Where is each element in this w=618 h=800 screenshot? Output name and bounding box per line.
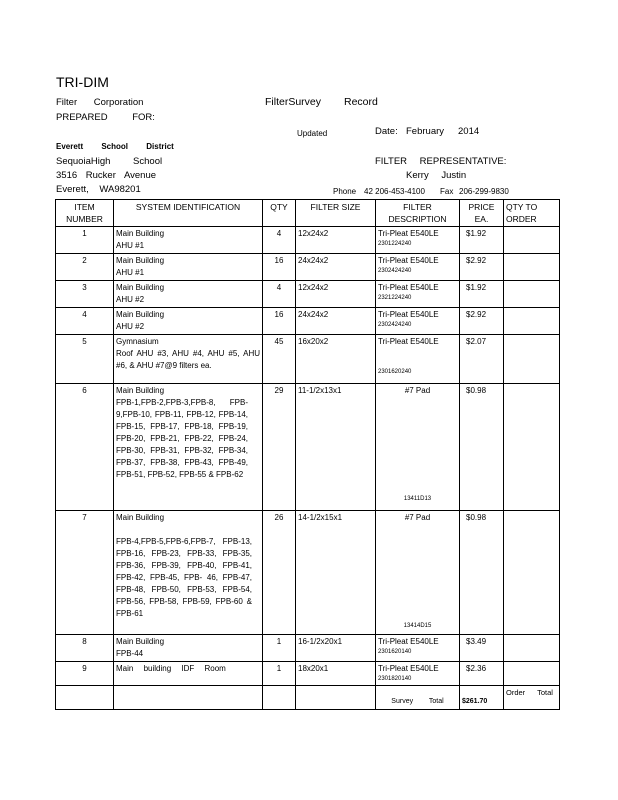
price: $0.98	[460, 384, 504, 511]
phone-label: Phone	[333, 187, 357, 196]
survey-total-label: Survey Total	[391, 698, 444, 705]
filter-size: 16x20x2	[296, 335, 376, 384]
date-label: Date:	[375, 126, 398, 137]
system-id: Main Building FPB-4,FPB-5,FPB-6,FPB-7, FPB-13, FPB-16, FPB-23, FPB-33, FPB-35, FPB-36, FPB-39, FPB-40, FPB-41, FPB-42, FPB-45, FPB- 46, FPB-47, FPB-48, FPB-50, FPB-53, FPB-54, FPB-56, FPB-58, FPB-59, FPB-60 & FPB-61	[114, 511, 263, 635]
desc-text: Tri-Pleat E540LE	[378, 637, 439, 646]
price: $1.92	[460, 227, 504, 254]
filter-size: 24x24x2	[296, 254, 376, 281]
desc-text: Tri-Pleat E540LE	[378, 229, 439, 238]
desc-text: Tri-Pleat E540LE	[378, 310, 439, 319]
survey-total-value: $261.70	[462, 698, 488, 705]
company-name: TRI-DIM	[56, 74, 109, 90]
client-school: SequoiaHigh School	[56, 156, 163, 167]
desc-code: 2301820140	[378, 676, 412, 682]
price: $1.92	[460, 281, 504, 308]
system-id: Gymnasium Roof AHU #3, AHU #4, AHU #5, AHU #6, & AHU #7@9 filters ea.	[114, 335, 263, 384]
header-price: PRICE EA.	[460, 200, 504, 227]
desc-code: 13411D13	[403, 496, 432, 502]
price: $0.98	[460, 511, 504, 635]
table-row	[56, 635, 560, 662]
order-total-label: Order Total	[506, 688, 553, 697]
desc-code: 2302424240	[378, 268, 412, 274]
qty: 26	[263, 511, 296, 635]
filter-size: 11-1/2x13x1	[296, 384, 376, 511]
table-row	[56, 384, 560, 511]
desc-code: 2302424240	[378, 322, 412, 328]
desc-text: #7 Pad	[404, 386, 431, 395]
system-id: Main Building AHU #2	[114, 281, 263, 308]
qty-to-order-cell[interactable]	[504, 635, 560, 662]
rep-name: Kerry Justin	[406, 170, 467, 181]
qty-to-order-cell[interactable]	[504, 335, 560, 384]
qty: 45	[263, 335, 296, 384]
empty-cell	[296, 686, 376, 710]
filter-desc	[376, 662, 460, 686]
system-id: Main Building AHU #2	[114, 308, 263, 335]
system-id: Main Building AHU #1	[114, 254, 263, 281]
filter-size: 12x24x2	[296, 227, 376, 254]
filter-survey-table	[55, 199, 560, 710]
qty-to-order-cell[interactable]	[504, 511, 560, 635]
qty-to-order-cell[interactable]	[504, 308, 560, 335]
system-id: Main Building AHU #1	[114, 227, 263, 254]
qty: 1	[263, 635, 296, 662]
qty: 16	[263, 254, 296, 281]
prepared-for-label: PREPARED FOR:	[56, 112, 155, 123]
price: $2.92	[460, 308, 504, 335]
desc-text: Tri-Pleat E540LE	[378, 337, 439, 346]
qty-to-order-cell[interactable]	[504, 281, 560, 308]
updated-label: Updated	[297, 129, 328, 138]
filter-size: 18x20x1	[296, 662, 376, 686]
survey-total-cell	[460, 686, 504, 710]
totals-row	[56, 686, 560, 710]
item-number: 7	[56, 511, 114, 635]
item-number: 8	[56, 635, 114, 662]
survey-total-label-cell	[376, 686, 460, 710]
qty: 4	[263, 227, 296, 254]
header-system: SYSTEM IDENTIFICATION	[114, 200, 263, 227]
filter-size: 14-1/2x15x1	[296, 511, 376, 635]
qty-to-order-cell[interactable]	[504, 227, 560, 254]
empty-cell	[114, 686, 263, 710]
desc-code: 2301620140	[378, 649, 412, 655]
doc-title: FilterSurvey	[265, 96, 322, 108]
system-id: Main building IDF Room	[114, 662, 263, 686]
filter-size: 16-1/2x20x1	[296, 635, 376, 662]
company-line2: Filter Corporation	[56, 97, 144, 108]
qty-to-order-cell[interactable]	[504, 384, 560, 511]
fax-label: Fax	[440, 187, 454, 196]
filter-desc	[376, 254, 460, 281]
phone-value: 42 206-453-4100	[364, 187, 425, 196]
desc-code: 2321224240	[378, 295, 412, 301]
table-row	[56, 662, 560, 686]
doc-title-record: Record	[344, 96, 378, 108]
header-qty: QTY	[263, 200, 296, 227]
table-row	[56, 227, 560, 254]
item-number: 2	[56, 254, 114, 281]
item-number: 1	[56, 227, 114, 254]
item-number: 5	[56, 335, 114, 384]
header-size: FILTER SIZE	[296, 200, 376, 227]
desc-code: 2301224240	[378, 241, 412, 247]
filter-desc	[376, 308, 460, 335]
table-row	[56, 281, 560, 308]
price: $2.36	[460, 662, 504, 686]
header-item: ITEM NUMBER	[56, 200, 114, 227]
filter-desc	[376, 384, 460, 511]
table-row	[56, 335, 560, 384]
price: $2.92	[460, 254, 504, 281]
fax-value: 206-299-9830	[459, 187, 509, 196]
desc-text: #7 Pad	[404, 513, 431, 522]
filter-size: 12x24x2	[296, 281, 376, 308]
date-year: 2014	[458, 126, 480, 137]
desc-text: Tri-Pleat E540LE	[378, 283, 439, 292]
filter-desc	[376, 635, 460, 662]
filter-desc	[376, 227, 460, 254]
item-number: 4	[56, 308, 114, 335]
empty-cell	[56, 686, 114, 710]
table-row	[56, 308, 560, 335]
qty-to-order-cell[interactable]	[504, 254, 560, 281]
client-street: 3516 Rucker Avenue	[56, 170, 157, 181]
client-city: Everett, WA98201	[56, 184, 141, 195]
order-total-cell[interactable]	[504, 686, 560, 710]
desc-text: Tri-Pleat E540LE	[378, 256, 439, 265]
header-desc: FILTER DESCRIPTION	[376, 200, 460, 227]
table-row	[56, 511, 560, 635]
item-number: 3	[56, 281, 114, 308]
desc-code: 2301620240	[378, 369, 412, 375]
empty-cell	[263, 686, 296, 710]
qty: 4	[263, 281, 296, 308]
price: $3.49	[460, 635, 504, 662]
qty: 29	[263, 384, 296, 511]
table-row	[56, 254, 560, 281]
header-order: QTY TO ORDER	[504, 200, 560, 227]
qty-to-order-cell[interactable]	[504, 662, 560, 686]
system-id: Main Building FPB-44	[114, 635, 263, 662]
table-header-row	[56, 200, 560, 227]
filter-size: 24x24x2	[296, 308, 376, 335]
qty: 1	[263, 662, 296, 686]
item-number: 9	[56, 662, 114, 686]
desc-text: Tri-Pleat E540LE	[378, 664, 439, 673]
qty: 16	[263, 308, 296, 335]
price: $2.07	[460, 335, 504, 384]
filter-desc	[376, 511, 460, 635]
filter-desc	[376, 335, 460, 384]
rep-label: FILTER REPRESENTATIVE:	[375, 156, 507, 167]
desc-code: 13414D15	[403, 623, 432, 629]
system-id: Main Building FPB-1,FPB-2,FPB-3,FPB-8, FPB-9,FPB-10, FPB-11, FPB-12, FPB-14, FPB-15, FPB-17, FPB-18, FPB-19, FPB-20, FPB-21, FPB-22, FPB-24, FPB-30, FPB-31, FPB-32, FPB-34, FPB-37, FPB-38, FPB-43, FPB-49, FPB-51, FPB-52, FPB-55 & FPB-62	[114, 384, 263, 511]
item-number: 6	[56, 384, 114, 511]
date-month: February	[406, 126, 445, 137]
client-district: Everett School District	[56, 142, 174, 151]
filter-desc	[376, 281, 460, 308]
